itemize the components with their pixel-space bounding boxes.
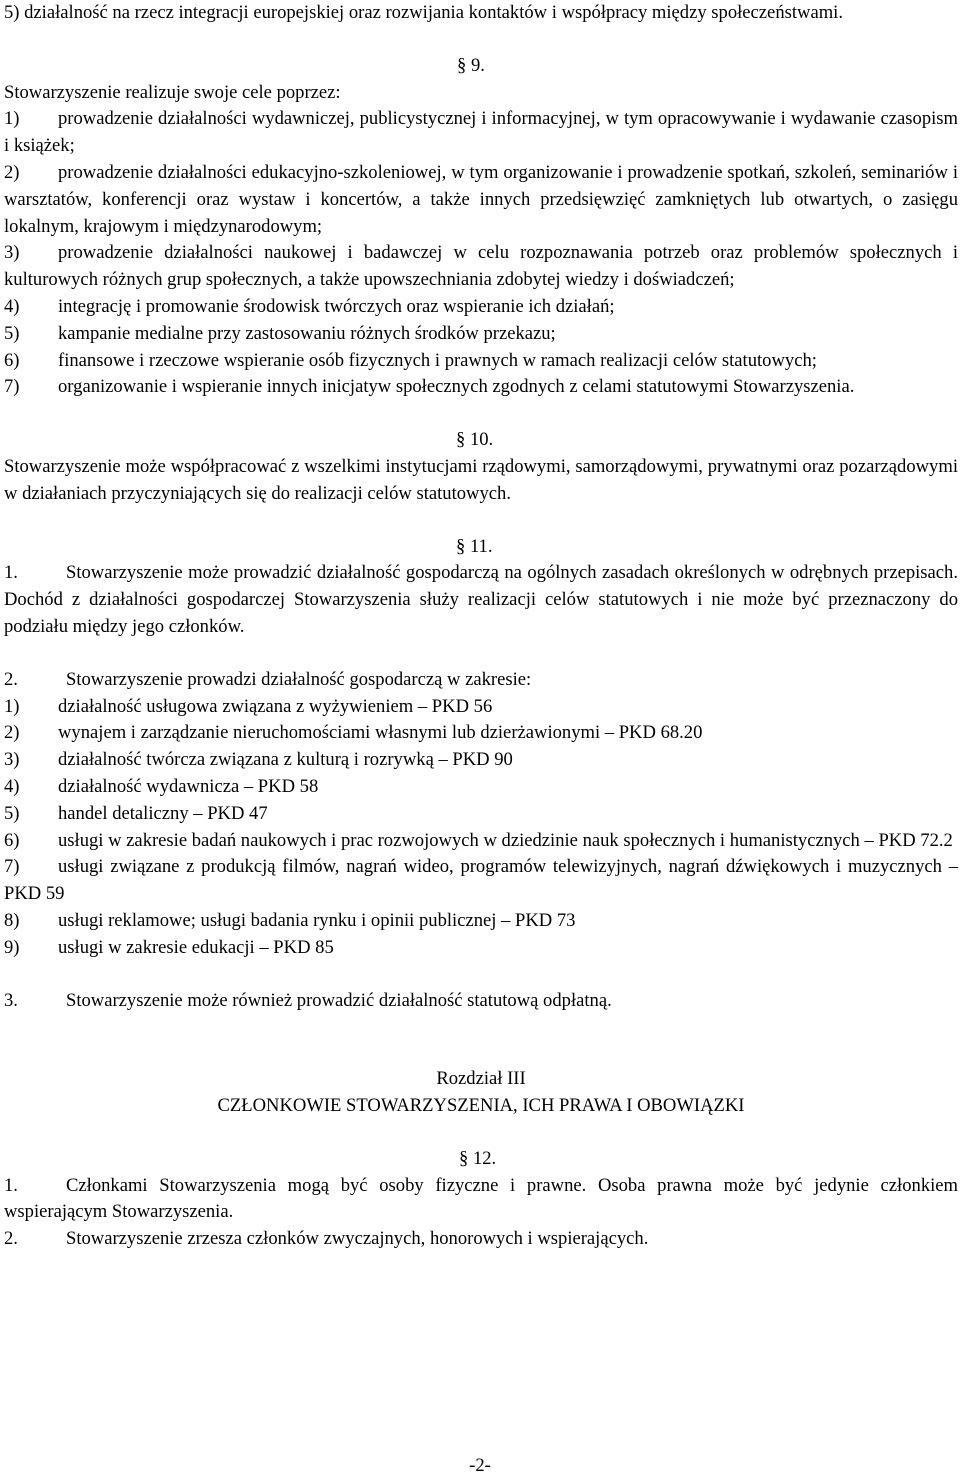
section-10-mark: § 10. xyxy=(456,429,494,451)
item-text: działalność usługowa związana z wyżywieniem – PKD 56 xyxy=(58,695,493,717)
s12-paragraph-1 xyxy=(4,1173,958,1227)
item-text: prowadzenie działalności edukacyjno-szkoleniowej, w tym organizowanie i prowadzenie spotkań, szkoleń, seminariów i warsztatów, konferencji oraz wystaw i koncertów, a także innych przedsięwzięć zamkniętych lub otwartych, o zasięgu lokalnym, krajowym i międzynarodowym; xyxy=(4,161,958,237)
chapter-subtitle: CZŁONKOWIE STOWARZYSZENIA, ICH PRAWA I OBOWIĄZKI xyxy=(217,1095,745,1117)
item-number: 6) xyxy=(4,829,20,851)
paragraph-text: Stowarzyszenie może prowadzić działalność gospodarczą na ogólnych zasadach określonych w odrębnych przepisach. Dochód z działalności gospodarczej Stowarzyszenia służy realizacji celów statutowych i nie może być przeznaczony do podziału między jego członków. xyxy=(4,562,958,637)
s9-item-4 xyxy=(4,294,958,321)
s11-item-5 xyxy=(4,801,958,828)
item-number: 6) xyxy=(4,349,20,371)
page-number: -2- xyxy=(469,1455,491,1476)
s11-paragraph-3 xyxy=(4,988,958,1015)
section-9-mark: § 9. xyxy=(457,54,485,76)
chapter-title: Rozdział III xyxy=(436,1068,526,1090)
paragraph-text: Stowarzyszenie zrzesza członków zwyczajnych, honorowych i wspierających. xyxy=(66,1228,649,1250)
s9-item-5 xyxy=(4,321,958,348)
s11-paragraph-2 xyxy=(4,667,958,694)
item-number: 5) xyxy=(4,322,20,344)
s9-item-1 xyxy=(4,106,958,160)
item-text: usługi w zakresie edukacji – PKD 85 xyxy=(58,936,334,958)
s11-item-1 xyxy=(4,694,958,721)
intro-paragraph: 5) działalność na rzecz integracji europejskiej oraz rozwijania kontaktów i współpracy między społeczeństwami. xyxy=(4,2,843,23)
spacer xyxy=(4,401,958,427)
spacer xyxy=(4,1014,958,1066)
paragraph-text: Stowarzyszenie prowadzi działalność gospodarczą w zakresie: xyxy=(66,668,532,690)
section-9-lead: Stowarzyszenie realizuje swoje cele poprzez: xyxy=(4,81,341,103)
paragraph-text: Członkami Stowarzyszenia mogą być osoby fizyczne i prawne. Osoba prawna może być jedynie członkiem wspierającym Stowarzyszenia. xyxy=(4,1174,958,1223)
spacer xyxy=(4,27,958,53)
item-number: 2) xyxy=(4,722,20,744)
s11-item-8 xyxy=(4,908,958,935)
section-10-text: Stowarzyszenie może współpracować z wszelkimi instytucjami rządowymi, samorządowymi, prywatnymi oraz pozarządowymi w działaniach przyczyniających się do realizacji celów statutowych. xyxy=(4,455,958,504)
s11-item-7 xyxy=(4,854,958,908)
item-text: prowadzenie działalności wydawniczej, publicystycznej i informacyjnej, w tym opracowywanie i wydawanie czasopism i książek; xyxy=(4,108,958,157)
s11-item-3 xyxy=(4,747,958,774)
item-number: 2) xyxy=(4,161,20,183)
item-number: 3) xyxy=(4,242,20,264)
section-12-mark: § 12. xyxy=(459,1147,497,1169)
spacer xyxy=(4,641,958,667)
spacer xyxy=(4,962,958,988)
s9-item-2 xyxy=(4,160,958,240)
paragraph-number: 3. xyxy=(4,989,18,1011)
item-number: 5) xyxy=(4,802,20,824)
item-text: organizowanie i wspieranie innych inicjatyw społecznych zgodnych z celami statutowymi Stowarzyszenia. xyxy=(58,376,855,398)
paragraph-text: Stowarzyszenie może również prowadzić działalność statutową odpłatną. xyxy=(66,989,612,1011)
item-number: 4) xyxy=(4,775,20,797)
s11-item-6 xyxy=(4,828,958,855)
item-text: wynajem i zarządzanie nieruchomościami własnymi lub dzierżawionymi – PKD 68.20 xyxy=(58,722,703,744)
item-number: 1) xyxy=(4,108,20,130)
item-number: 4) xyxy=(4,295,20,317)
item-text: działalność wydawnicza – PKD 58 xyxy=(58,775,319,797)
section-11-mark: § 11. xyxy=(456,535,493,557)
s9-item-3 xyxy=(4,240,958,294)
document-page xyxy=(4,0,958,1253)
item-number: 3) xyxy=(4,749,20,771)
s11-paragraph-1 xyxy=(4,560,958,640)
item-number: 7) xyxy=(4,376,20,398)
s12-paragraph-2 xyxy=(4,1226,958,1253)
paragraph-number: 1. xyxy=(4,562,18,584)
item-number: 7) xyxy=(4,856,20,878)
s11-item-2 xyxy=(4,720,958,747)
paragraph-number: 2. xyxy=(4,1228,18,1250)
item-text: handel detaliczny – PKD 47 xyxy=(58,802,268,824)
s11-item-4 xyxy=(4,774,958,801)
s11-item-9 xyxy=(4,935,958,962)
item-text: działalność twórcza związana z kulturą i rozrywką – PKD 90 xyxy=(58,749,513,771)
item-text: usługi reklamowe; usługi badania rynku i opinii publicznej – PKD 73 xyxy=(58,909,576,931)
item-number: 1) xyxy=(4,695,20,717)
item-text: usługi w zakresie badań naukowych i prac rozwojowych w dziedzinie nauk społecznych i humanistycznych – PKD 72.2 xyxy=(58,829,953,851)
item-number: 9) xyxy=(4,936,20,958)
item-text: prowadzenie działalności naukowej i badawczej w celu rozpoznawania potrzeb oraz problemów społecznych i kulturowych różnych grup społecznych, a także upowszechniania zdobytej wiedzy i doświadczeń; xyxy=(4,242,958,291)
spacer xyxy=(4,508,958,534)
item-text: usługi związane z produkcją filmów, nagrań wideo, programów telewizyjnych, nagrań dźwiękowych i muzycznych – PKD 59 xyxy=(4,856,958,905)
paragraph-number: 2. xyxy=(4,668,18,690)
item-number: 8) xyxy=(4,909,20,931)
spacer xyxy=(4,1120,958,1146)
item-text: integrację i promowanie środowisk twórczych oraz wspieranie ich działań; xyxy=(58,295,615,317)
item-text: finansowe i rzeczowe wspieranie osób fizycznych i prawnych w ramach realizacji celów statutowych; xyxy=(58,349,817,371)
s9-item-7 xyxy=(4,374,958,401)
paragraph-number: 1. xyxy=(4,1174,18,1196)
item-text: kampanie medialne przy zastosowaniu różnych środków przekazu; xyxy=(58,322,556,344)
s9-item-6 xyxy=(4,348,958,375)
